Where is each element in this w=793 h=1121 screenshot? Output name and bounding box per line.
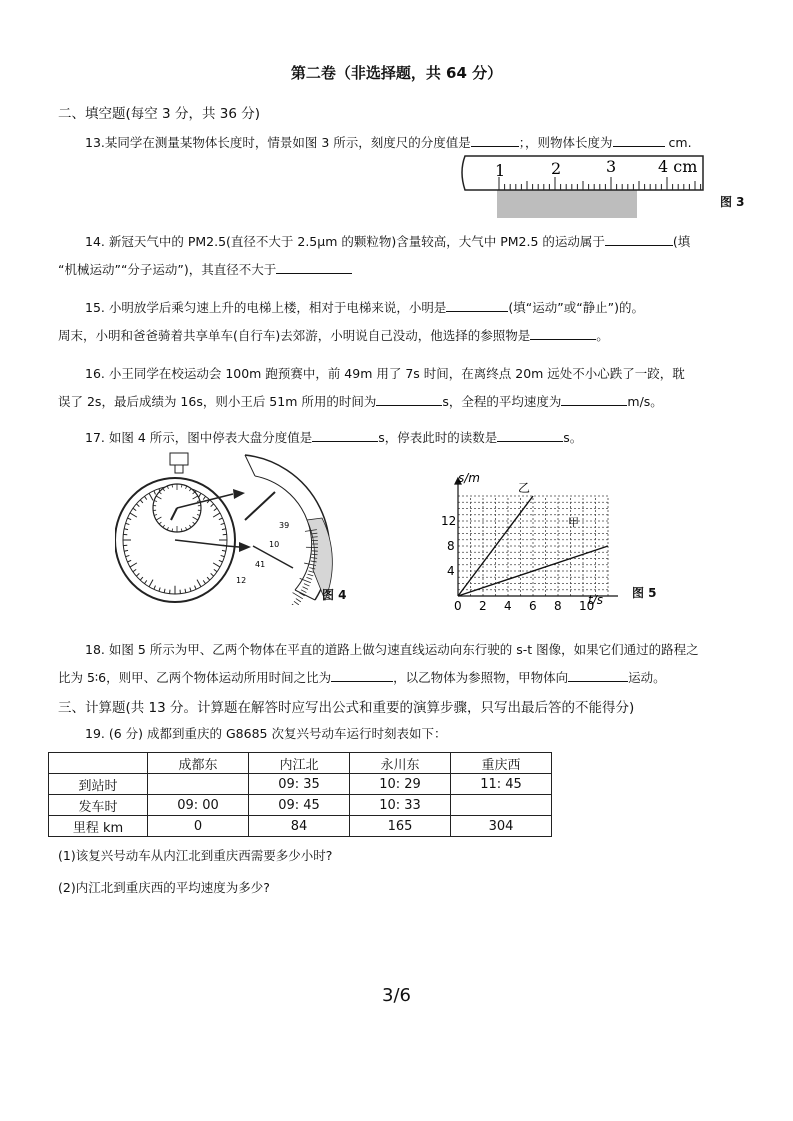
scale-number-41: 41	[255, 560, 266, 569]
section-3-heading: 三、计算题(共 13 分。计算题在解答时应写出公式和重要的演算步骤，只写出最后答的不能得分)	[58, 700, 635, 716]
q14-text-end: (填	[672, 234, 691, 249]
table-row	[49, 795, 552, 816]
table-cell: 09: 45	[249, 795, 350, 816]
series-line-jia	[458, 546, 608, 596]
table-cell: 09: 00	[148, 795, 249, 816]
q15-text-c: 周末，小明和爸爸骑着共享单车(自行车)去郊游，小明说自己没动，他选择的参照物是	[58, 328, 531, 343]
stopwatch-crown	[170, 453, 188, 465]
q18-blank-2[interactable]	[568, 669, 628, 682]
fig3-label: 图 3	[720, 195, 745, 209]
timetable-header-row	[49, 753, 552, 774]
q16-text-a: 误了 2s，最后成绩为 16s，则小王后 51m 所用的时间为	[58, 394, 377, 409]
magnified-scale-tick	[306, 577, 312, 579]
scale-number-39: 39	[279, 521, 290, 530]
x-axis-label: t/s	[588, 593, 603, 607]
q16-text-c: m/s。	[627, 394, 663, 409]
q18-text-c: 运动。	[628, 670, 666, 685]
ruler-number-2: 2	[551, 159, 562, 178]
table-cell: 11: 45	[451, 774, 552, 795]
table-header-cell	[49, 753, 148, 774]
measured-object	[497, 190, 637, 218]
scale-number-12: 12	[236, 576, 247, 585]
y-tick-label: 8	[447, 539, 455, 553]
x-tick-label: 10	[579, 599, 595, 613]
leader-line-lower	[227, 546, 239, 547]
x-tick-label: 4	[504, 599, 512, 613]
question-14-line1	[85, 232, 690, 250]
ruler-number-3: 3	[606, 157, 617, 176]
table-row-label: 发车时	[49, 795, 148, 816]
magnified-small-hand	[245, 492, 275, 520]
x-tick-label: 8	[554, 599, 562, 613]
question-18-line2	[58, 668, 666, 686]
magnified-scale-tick	[301, 590, 306, 593]
question-18-line1: 18. 如图 5 所示为甲、乙两个物体在平直的道路上做匀速直线运动向东行驶的 s-t 图像，如果它们通过的路程之	[85, 642, 699, 657]
table-cell: 10: 29	[350, 774, 451, 795]
ruler-figure	[455, 150, 705, 222]
table-header-cell: 成都东	[148, 753, 249, 774]
table-cell: 84	[249, 816, 350, 837]
q17-blank-2[interactable]	[497, 429, 563, 442]
q15-blank-2[interactable]	[530, 327, 596, 340]
table-row	[49, 774, 552, 795]
magnified-scale-tick	[312, 554, 318, 555]
q18-text-a: 比为 5∶6，则甲、乙两个物体运动所用时间之比为	[58, 670, 332, 685]
q14-text-2: “机械运动”“分子运动”)，其直径不大于	[58, 262, 277, 277]
q16-text-b: s，全程的平均速度为	[442, 394, 562, 409]
x-tick-label: 0	[454, 599, 462, 613]
table-cell: 165	[350, 816, 451, 837]
table-header-cell: 重庆西	[451, 753, 552, 774]
q16-blank-2[interactable]	[561, 393, 627, 406]
table-cell	[148, 774, 249, 795]
y-tick-label: 12	[441, 514, 457, 528]
q18-blank-1[interactable]	[331, 669, 393, 682]
question-19-sub1: (1)该复兴号动车从内江北到重庆西需要多少小时?	[58, 848, 333, 863]
question-17	[85, 428, 582, 446]
q15-text-a: 15. 小明放学后乘匀速上升的电梯上楼，相对于电梯来说，小明是	[85, 300, 447, 315]
page-number: 3/6	[382, 985, 411, 1006]
q13-blank-1[interactable]	[471, 134, 519, 147]
magnified-scale-tick	[296, 599, 301, 602]
question-19-sub2: (2)内江北到重庆西的平均速度为多少?	[58, 880, 270, 895]
q15-text-b: (填“运动”或“静止”)的。	[508, 300, 645, 315]
x-tick-label: 6	[529, 599, 537, 613]
table-header-cell: 内江北	[249, 753, 350, 774]
table-row	[49, 816, 552, 837]
ruler-number-1: 1	[495, 161, 506, 180]
question-16-line2	[58, 392, 663, 410]
table-cell: 0	[148, 816, 249, 837]
table-cell: 10: 33	[350, 795, 451, 816]
series-label-jia: 甲	[568, 516, 579, 529]
table-row-label: 到站时	[49, 774, 148, 795]
q17-blank-1[interactable]	[312, 429, 378, 442]
magnified-scale-tick	[294, 601, 299, 604]
q13-unit: cm.	[668, 135, 692, 150]
q18-text-b: ，以乙物体为参照物，甲物体向	[393, 670, 569, 685]
question-19-intro: 19. (6 分) 成都到重庆的 G8685 次复兴号动车运行时刻表如下：	[85, 726, 447, 741]
table-cell: 304	[451, 816, 552, 837]
q13-text-a: 13.某同学在测量某物体长度时，情景如图 3 所示，刻度尺的分度值是	[85, 135, 471, 150]
q16-blank-1[interactable]	[376, 393, 442, 406]
section-2-heading: 二、填空题(每空 3 分，共 36 分)	[58, 106, 260, 122]
table-cell: 09: 35	[249, 774, 350, 795]
question-15-line2	[58, 326, 609, 344]
ruler-number-4cm: 4 cm	[658, 157, 698, 176]
table-cell	[451, 795, 552, 816]
table-header-cell: 永川东	[350, 753, 451, 774]
y-axis-label: s/m	[458, 471, 480, 485]
q14-text: 14. 新冠天气中的 PM2.5(直径不大于 2.5μm 的颗粒物)含量较高，大气中 PM2.5 的运动属于	[85, 234, 605, 249]
q14-blank-2[interactable]	[276, 261, 352, 274]
series-label-yi: 乙	[518, 481, 531, 495]
scale-number-10: 10	[269, 540, 280, 549]
q15-blank-1[interactable]	[446, 299, 508, 312]
stopwatch-figure	[115, 450, 340, 605]
q14-blank-1[interactable]	[605, 233, 673, 246]
question-16-line1: 16. 小王同学在校运动会 100m 跑预赛中，前 49m 用了 7s 时间，在离终点 20m 远处不小心跌了一跤，耽	[85, 366, 685, 381]
magnified-scale-tick	[308, 574, 314, 576]
stopwatch-stem	[175, 465, 183, 473]
magnified-scale-tick	[292, 604, 297, 605]
x-tick-label: 2	[479, 599, 487, 613]
y-tick-label: 4	[447, 564, 455, 578]
page-title: 第二卷（非选择题，共 64 分）	[290, 64, 503, 82]
arrow-head-upper	[233, 489, 245, 499]
question-15-line1	[85, 298, 644, 316]
fig4-label: 图 4	[322, 588, 347, 602]
q17-text-b: s，停表此时的读数是	[378, 430, 498, 445]
question-14-line2	[58, 260, 352, 278]
table-row-label: 里程 km	[49, 816, 148, 837]
magnified-scale-arc-inner	[255, 476, 312, 590]
q13-text-b: ；，则物体长度为	[518, 135, 613, 150]
q13-blank-2[interactable]	[613, 134, 665, 147]
magnified-scale-tick	[303, 587, 308, 590]
arrow-head-lower	[239, 542, 251, 552]
magnified-scale-tick	[304, 584, 310, 586]
q17-text-c: s。	[563, 430, 583, 445]
fig5-label: 图 5	[632, 586, 657, 600]
timetable	[48, 752, 552, 837]
question-13	[85, 133, 692, 151]
q15-text-end: 。	[596, 328, 609, 343]
st-graph	[428, 466, 618, 616]
q17-text-a: 17. 如图 4 所示，图中停表大盘分度值是	[85, 430, 313, 445]
